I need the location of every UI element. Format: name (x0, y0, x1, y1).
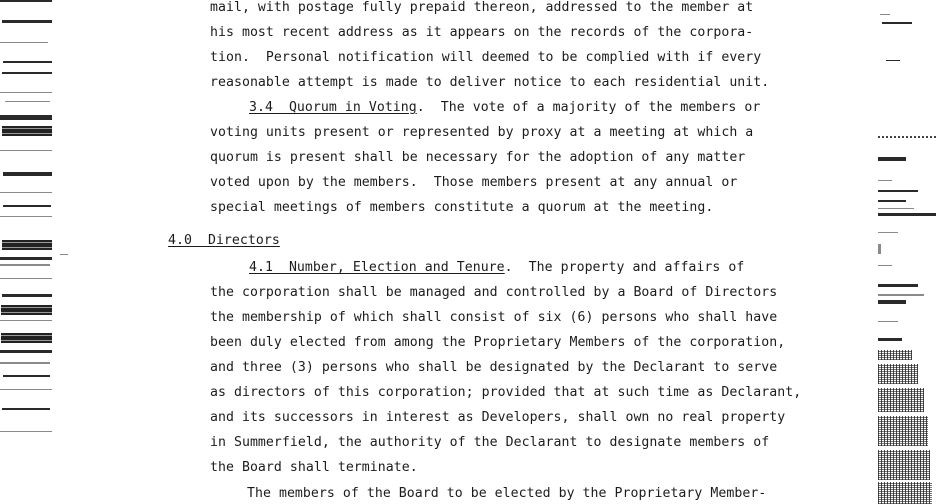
text-line: as directors of this corporation; provided that at such time as Declarant, (210, 385, 802, 400)
text-line: special meetings of members constitute a quorum at the meeting. (210, 200, 714, 215)
text-line: his most recent address as it appears on the records of the corpora- (210, 25, 754, 40)
section-3-4-heading: 3.4 Quorum in Voting (249, 100, 417, 115)
text-line: tion. Personal notification will deemed to be complied with if every (210, 50, 762, 65)
section-4-1-paragraph (249, 260, 744, 276)
section-4-0-heading (168, 233, 280, 249)
text-line: voting units present or represented by proxy at a meeting at which a (210, 125, 754, 140)
text-line: been duly elected from among the Proprietary Members of the corporation, (210, 335, 786, 350)
text-line: and three (3) persons who shall be designated by the Declarant to serve (210, 360, 778, 375)
text-line: The members of the Board to be elected by the Proprietary Member- (247, 486, 767, 501)
right-margin-scan-artifacts (872, 0, 948, 504)
text-line: the corporation shall be managed and controlled by a Board of Directors (210, 285, 778, 300)
text-line: reasonable attempt is made to deliver notice to each residential unit. (210, 75, 770, 90)
text-line: quorum is present shall be necessary for the adoption of any matter (210, 150, 746, 165)
section-number: 4.0 (168, 233, 192, 248)
section-title: Directors (207, 233, 280, 248)
left-margin-scan-artifacts (0, 0, 60, 504)
text-line: the membership of which shall consist of six (6) persons who shall have (210, 310, 778, 325)
section-4-1-heading: 4.1 Number, Election and Tenure (249, 260, 505, 275)
text-line: voted upon by the members. Those members present at any annual or (210, 175, 738, 190)
text-line: and its successors in interest as Developers, shall own no real property (210, 410, 786, 425)
text-line: in Summerfield, the authority of the Declarant to designate members of (210, 435, 770, 450)
section-3-4-text: . The vote of a majority of the members or (416, 100, 761, 115)
text-line: mail, with postage fully prepaid thereon, addressed to the member at (210, 0, 754, 15)
section-3-4-paragraph (249, 100, 760, 116)
text-line: the Board shall terminate. (210, 460, 418, 475)
section-4-1-text: . The property and affairs of (504, 260, 745, 275)
